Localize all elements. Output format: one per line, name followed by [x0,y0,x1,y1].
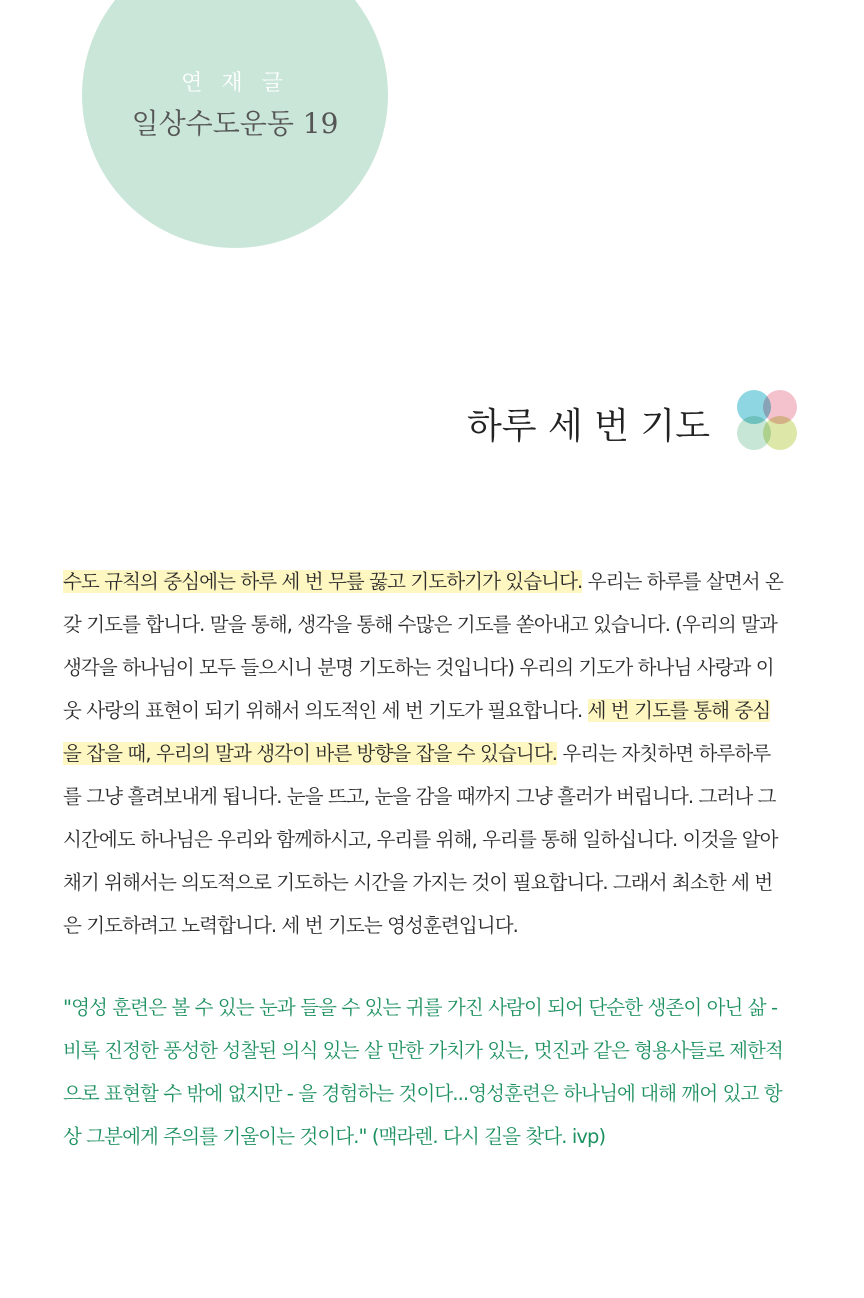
body-text-segment: 우리는 하루를 살면서 온 [582,570,783,593]
quote-line: 으로 표현할 수 밖에 없지만 - 을 경험하는 것이다...영성훈련은 하나님에 대해 깨어 있고 항 [63,1082,782,1105]
body-text-segment: 시간에도 하나님은 우리와 함께하시고, 우리를 위해, 우리를 통해 일하십니다. 이것을 알아 [63,828,778,851]
quotation-block [63,986,801,1158]
series-label: 연 재 글 [181,71,289,96]
body-line [63,818,801,861]
highlighted-text: 을 잡을 때, 우리의 말과 생각이 바른 방향을 잡을 수 있습니다. [63,742,558,765]
quote-line: 상 그분에게 주의를 기울이는 것이다." (맥라렌. 다시 길을 찾다. ivp) [63,1125,606,1148]
body-line [63,603,801,646]
body-line [63,861,801,904]
article-body [63,560,801,947]
highlighted-text: 수도 규칙의 중심에는 하루 세 번 무릎 꿇고 기도하기가 있습니다. [63,570,583,593]
body-text-segment: 를 그냥 흘려보내게 됩니다. 눈을 뜨고, 눈을 감을 때까지 그냥 흘러가 버립니다. 그러나 그 [63,785,776,808]
body-text-segment: 생각을 하나님이 모두 들으시니 분명 기도하는 것입니다) 우리의 기도가 하나님 사랑과 이 [63,656,774,679]
body-line [63,732,801,775]
body-line [63,775,801,818]
series-badge [82,0,388,248]
series-title: 일상수도운동 19 [131,107,339,140]
body-line [63,904,801,947]
body-line [63,646,801,689]
body-line [63,689,801,732]
body-line [63,560,801,603]
article-heading: 하루 세 번 기도 [467,406,710,447]
body-text-segment: 채기 위해서는 의도적으로 기도하는 시간을 가지는 것이 필요합니다. 그래서 최소한 세 번 [63,871,773,894]
quote-line: "영성 훈련은 볼 수 있는 눈과 들을 수 있는 귀를 가진 사람이 되어 단순한 생존이 아닌 삶 - [63,996,778,1019]
body-text-segment: 은 기도하려고 노력합니다. 세 번 기도는 영성훈련입니다. [63,914,518,937]
body-text-segment: 웃 사랑의 표현이 되기 위해서 의도적인 세 번 기도가 필요합니다. [63,699,588,722]
body-text-segment: 갖 기도를 합니다. 말을 통해, 생각을 통해 수많은 기도를 쏟아내고 있습니다. (우리의 말과 [63,613,777,636]
logo-circle-lime [763,416,797,450]
four-circles-logo-icon [735,388,799,452]
highlighted-text: 세 번 기도를 통해 중심 [587,699,771,722]
body-text-segment: 우리는 자칫하면 하루하루 [557,742,771,765]
quote-line: 비록 진정한 풍성한 성찰된 의식 있는 살 만한 가치가 있는, 멋진과 같은 형용사들로 제한적 [63,1039,783,1062]
